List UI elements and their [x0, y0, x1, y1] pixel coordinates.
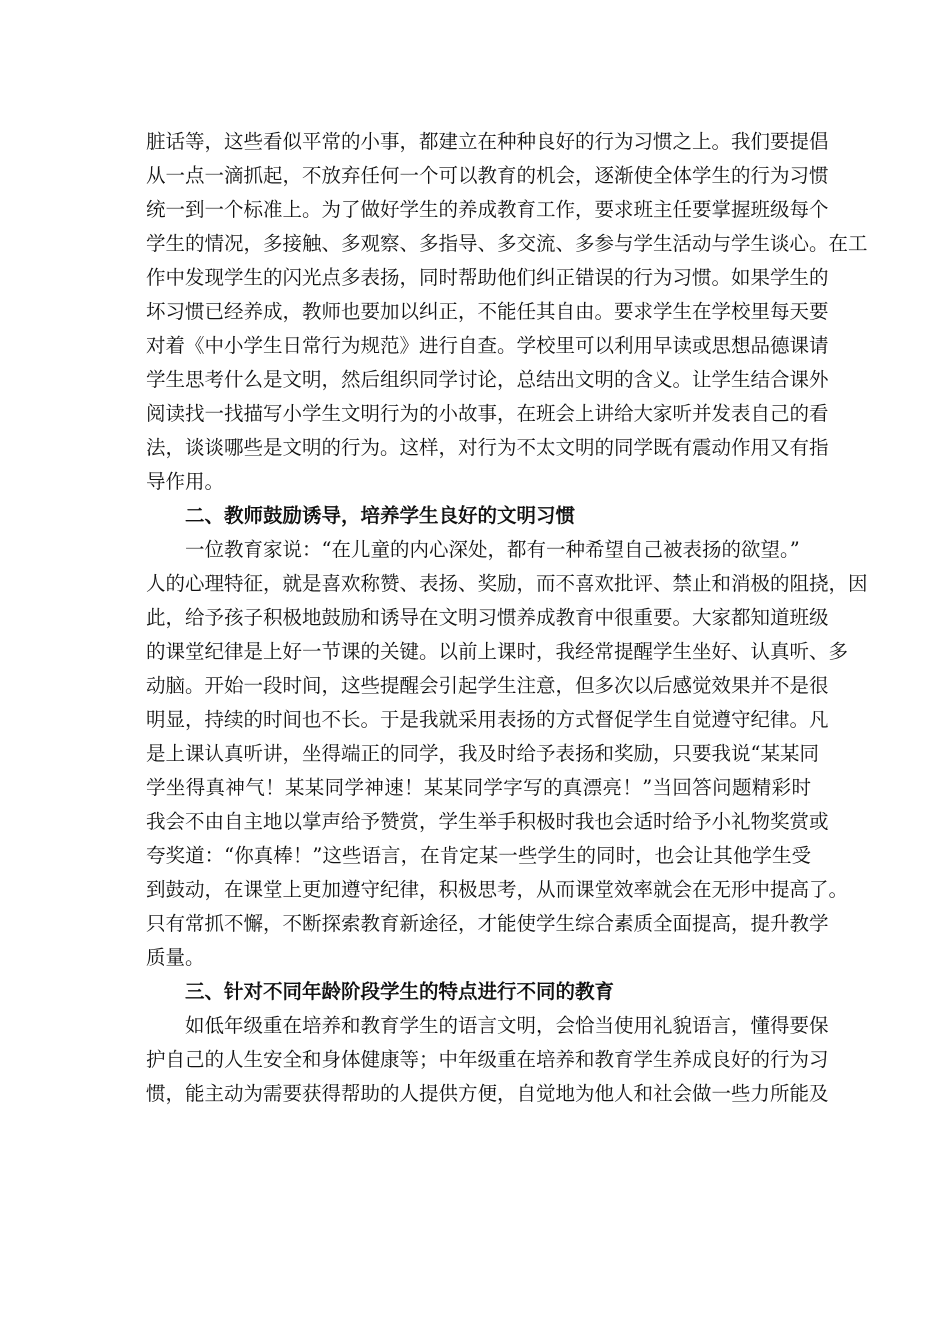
paragraph-2-line-3: 此，给予孩子积极地鼓励和诱导在文明习惯养成教育中很重要。大家都知道班级	[146, 606, 829, 629]
paragraph-3-line-3: 惯，能主动为需要获得帮助的人提供方便，自觉地为他人和社会做一些力所能及	[146, 1082, 829, 1105]
paragraph-3-line-1: 如低年级重在培养和教育学生的语言文明，会恰当使用礼貌语言，懂得要保	[185, 1014, 829, 1037]
paragraph-1-line-8: 学生思考什么是文明，然后组织同学讨论，总结出文明的含义。让学生结合课外	[146, 368, 829, 391]
paragraph-1-line-6: 坏习惯已经养成，教师也要加以纠正，不能任其自由。要求学生在学校里每天要	[146, 300, 829, 323]
paragraph-1-line-11: 导作用。	[146, 470, 225, 493]
section-heading-3: 三、针对不同年龄阶段学生的特点进行不同的教育	[185, 980, 615, 1003]
paragraph-2-line-12: 只有常抓不懈，不断探索教育新途径，才能使学生综合素质全面提高，提升教学	[146, 912, 829, 935]
paragraph-1-line-4: 学生的情况，多接触、多观察、多指导、多交流、多参与学生活动与学生谈心。在工	[146, 232, 868, 255]
paragraph-1-line-7: 对着《中小学生日常行为规范》进行自查。学校里可以利用早读或思想品德课请	[146, 334, 829, 357]
paragraph-1-line-10: 法，谈谈哪些是文明的行为。这样，对行为不太文明的同学既有震动作用又有指	[146, 436, 829, 459]
paragraph-2-line-1: 一位教育家说：“在儿童的内心深处，都有一种希望自己被表扬的欲望。”	[185, 538, 800, 561]
paragraph-2-line-9: 我会不由自主地以掌声给予赞赏，学生举手积极时我也会适时给予小礼物奖赏或	[146, 810, 829, 833]
paragraph-1-line-1: 脏话等，这些看似平常的小事，都建立在种种良好的行为习惯之上。我们要提倡	[146, 130, 829, 153]
paragraph-1-line-9: 阅读找一找描写小学生文明行为的小故事，在班会上讲给大家听并发表自己的看	[146, 402, 829, 425]
paragraph-1-line-5: 作中发现学生的闪光点多表扬，同时帮助他们纠正错误的行为习惯。如果学生的	[146, 266, 829, 289]
paragraph-1-line-3: 统一到一个标准上。为了做好学生的养成教育工作，要求班主任要掌握班级每个	[146, 198, 829, 221]
paragraph-2-line-6: 明显，持续的时间也不长。于是我就采用表扬的方式督促学生自觉遵守纪律。凡	[146, 708, 829, 731]
paragraph-2-line-13: 质量。	[146, 946, 205, 969]
paragraph-2-line-7: 是上课认真听讲，坐得端正的同学，我及时给予表扬和奖励，只要我说“某某同	[146, 742, 819, 765]
section-heading-2: 二、教师鼓励诱导，培养学生良好的文明习惯	[185, 504, 576, 527]
paragraph-2-line-2: 人的心理特征，就是喜欢称赞、表扬、奖励，而不喜欢批评、禁止和消极的阻挠，因	[146, 572, 868, 595]
paragraph-1-line-2: 从一点一滴抓起，不放弃任何一个可以教育的机会，逐渐使全体学生的行为习惯	[146, 164, 829, 187]
paragraph-2-line-4: 的课堂纪律是上好一节课的关键。以前上课时，我经常提醒学生坐好、认真听、多	[146, 640, 849, 663]
paragraph-2-line-10: 夸奖道：“你真棒！”这些语言，在肯定某一些学生的同时，也会让其他学生受	[146, 844, 811, 867]
paragraph-2-line-8: 学坐得真神气！某某同学神速！某某同学字写的真漂亮！”当回答问题精彩时	[146, 776, 811, 799]
paragraph-3-line-2: 护自己的人生安全和身体健康等；中年级重在培养和教育学生养成良好的行为习	[146, 1048, 829, 1071]
paragraph-2-line-5: 动脑。开始一段时间，这些提醒会引起学生注意，但多次以后感觉效果并不是很	[146, 674, 829, 697]
paragraph-2-line-11: 到鼓动，在课堂上更加遵守纪律，积极思考，从而课堂效率就会在无形中提高了。	[146, 878, 849, 901]
